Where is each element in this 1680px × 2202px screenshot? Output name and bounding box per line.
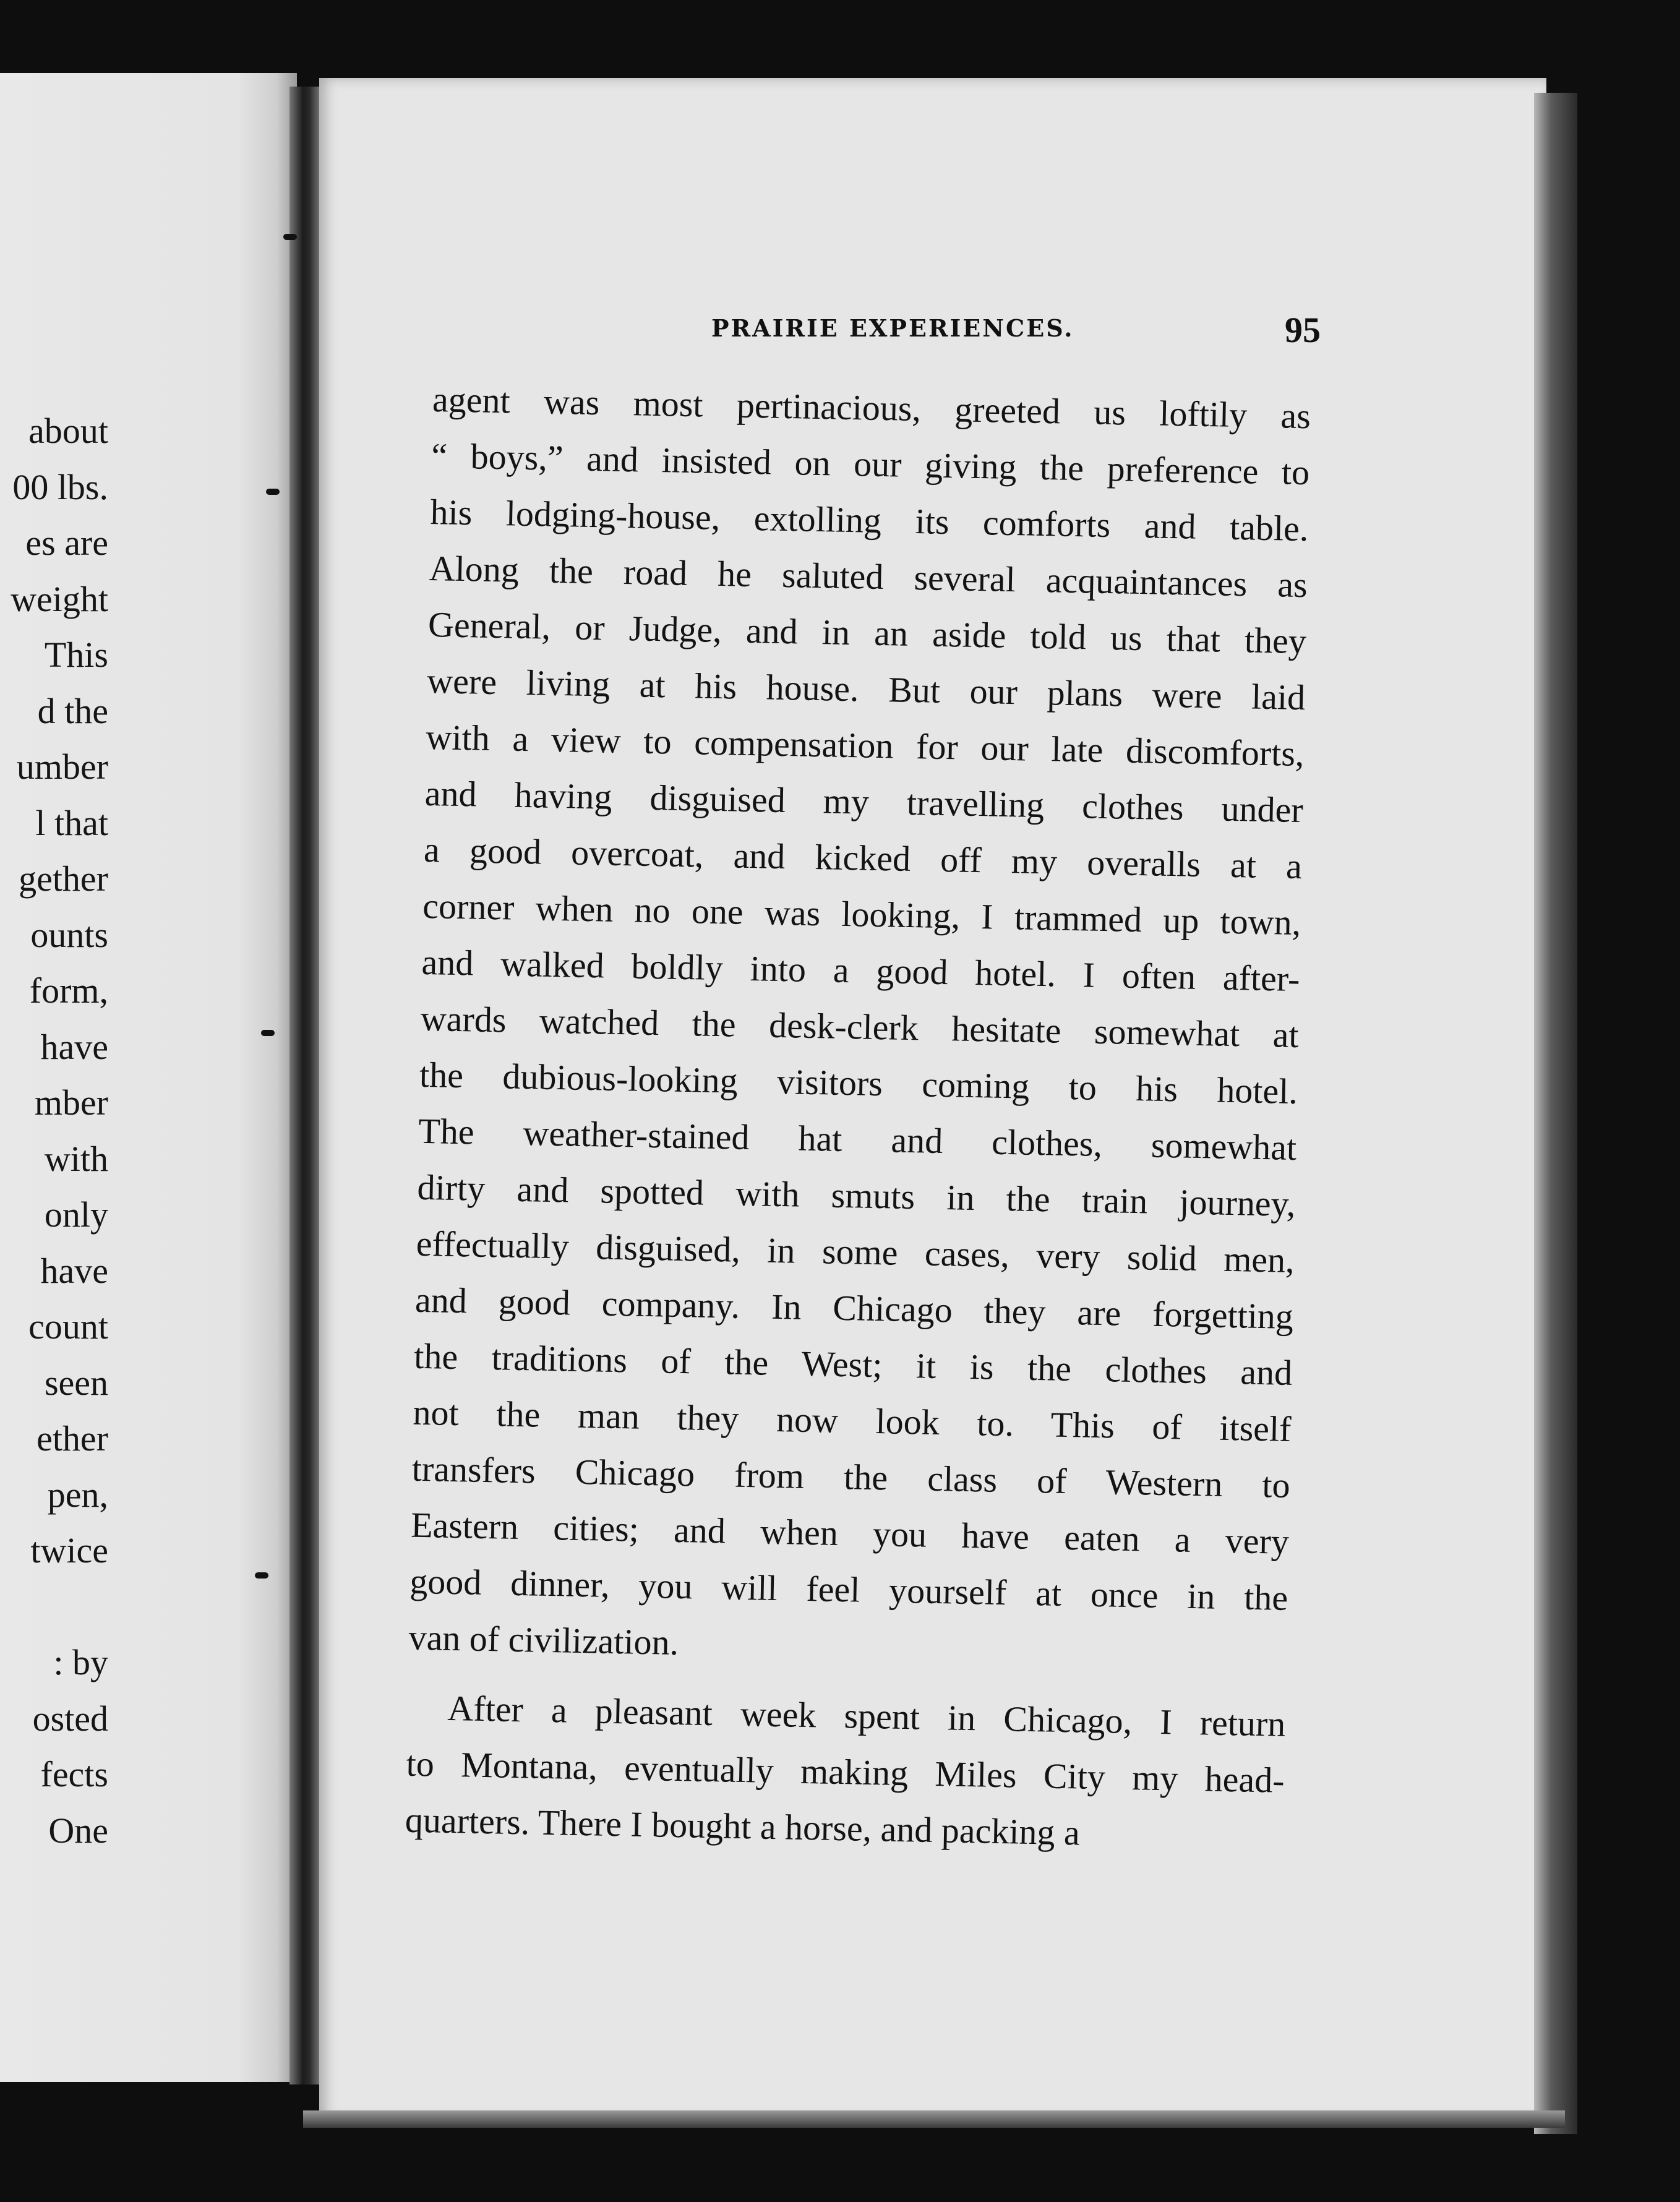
left-page-line: This [44,635,108,675]
left-page-line: osted [32,1698,108,1739]
text-line: transfers Chicago from the class of Western to [411,1448,1291,1506]
left-page-line: form, [29,970,108,1011]
text-line: agent was most pertinacious, greeted us loftily as [432,379,1311,437]
left-page-line: about [28,411,108,451]
left-page-line: only [44,1194,108,1235]
text-line: not the man they now look to. This of itself [413,1392,1292,1449]
left-page-line: with [44,1138,108,1179]
text-line: After a pleasant week spent in Chicago, I return [447,1687,1286,1744]
page-header [711,309,1321,359]
left-page-line: weight [11,578,108,619]
page-bottom-edge [303,2110,1565,2128]
left-page-line: l that [35,802,108,843]
text-line: a good overcoat, and kicked off my overalls at a [423,829,1303,887]
text-line: and having disguised my travelling clothes under [424,773,1304,831]
text-line: good dinner, you will feel yourself at once in the [409,1561,1288,1618]
left-page-line: have [40,1250,108,1291]
left-page-line: : by [53,1642,108,1682]
text-line: and walked boldly into a good hotel. I often after- [421,941,1301,1000]
book-gutter [289,87,323,2084]
left-page-line: seen [44,1362,108,1403]
paragraph [408,371,1311,1682]
left-page-line: One [48,1810,108,1851]
text-line: Eastern cities; and when you have eaten a very [410,1504,1290,1562]
left-page-line: pen, [47,1474,108,1515]
text-line: effectually disguised, in some cases, very solid men, [416,1223,1295,1280]
text-line: dirty and spotted with smuts in the train journey, [417,1167,1296,1225]
left-page-line: count [28,1306,108,1347]
text-line: with a view to compensation for our late discomforts, [426,716,1305,774]
text-line: quarters. There I bought a horse, and packing a [405,1799,1081,1853]
binding-mark [261,1030,275,1036]
binding-mark [266,489,280,495]
text-line: The weather-stained hat and clothes, somewhat [418,1110,1297,1168]
left-page-line: have [40,1026,108,1067]
left-page-line: ether [36,1418,108,1459]
binding-mark [255,1572,268,1579]
text-line: and good company. In Chicago they are forgetting [414,1279,1294,1337]
text-line: Along the road he saluted several acquaintances as [429,547,1308,606]
left-page-line: umber [16,747,108,787]
text-line: his lodging-house, extolling its comforts and table. [430,491,1309,549]
left-page-line: 00 lbs. [12,466,108,507]
left-page [0,73,297,2082]
left-page-line: fects [40,1754,108,1794]
text-line: corner when no one was looking, I trammed up town, [422,885,1301,943]
text-line: wards watched the desk-clerk hesitate somewhat at [420,998,1300,1056]
running-head: PRAIRIE EXPERIENCES. [711,314,1074,342]
text-line: to Montana, eventually making Miles City my head- [406,1743,1285,1801]
left-page-line: ounts [30,914,108,955]
paragraph [405,1679,1286,1865]
text-line: were living at his house. But our plans were laid [426,660,1306,718]
text-line: General, or Judge, and in an aside told us that they [427,604,1307,662]
left-page-line: d the [37,690,108,731]
left-page-line: gether [19,859,108,899]
page-edge [1534,93,1577,2134]
text-line: “ boys,” and insisted on our giving the preference to [431,435,1310,493]
left-page-line: mber [34,1082,108,1123]
body-text [405,371,1311,1865]
left-page-line: es are [25,523,108,563]
binding-mark [283,234,297,240]
page-number: 95 [1285,310,1321,350]
text-line: the traditions of the West; it is the clothes and [413,1335,1293,1393]
left-page-line: twice [30,1530,108,1570]
text-line: the dubious-looking visitors coming to his hotel. [419,1054,1298,1112]
text-line: van of civilization. [408,1617,679,1663]
